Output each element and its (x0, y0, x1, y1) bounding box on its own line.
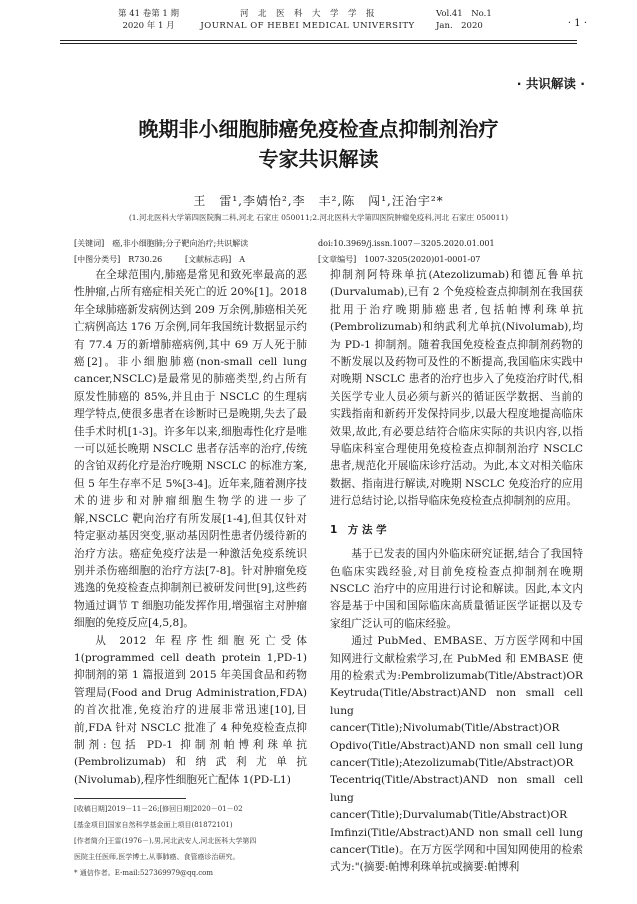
journal-name-en: JOURNAL OF HEBEI MEDICAL UNIVERSITY (200, 21, 415, 31)
affiliation: (1.河北医科大学第四医院胸二科,河北 石家庄 050011;2.河北医科大学第四医院肿瘤免疫科,河北 石家庄 050011) (128, 213, 509, 222)
header-volume (118, 8, 179, 32)
footnote-rule (74, 798, 186, 799)
author-list: 王 雷¹,李婧怡²,李 丰²,陈 闯¹,汪治宇²* (193, 194, 444, 208)
footnote: [作者简介]王雷(1976－),男,河北武安人,河北医科大学第四 (74, 837, 257, 845)
body-column-left (74, 267, 307, 789)
article-title (40, 114, 597, 174)
document-code: [文献标志码] A (185, 255, 246, 264)
paragraph: 抑制剂阿特珠单抗(Atezolizumab)和德瓦鲁单抗(Durvalumab),已有 2 个免疫检查点抑制剂在我国获批用于治疗晚期肺癌患者,包括帕博利珠单抗(Pembrolizumab)和纳武利尤单抗(Nivolumab),均为 PD-1 抑制剂。随着我国免疫检查点抑制剂药物的不断发展以及药物可及性的不断提高,我国临床实践中对晚期 NSCLC 患者的治疗也步入了免疫治疗时代,相关医学专业人员必须与新兴的循证医学数据、当前的实践指南和新药开发保持同步,以最大程度地提高临床效果,故此,有必要总结符合临床实际的共识内容,以指导临床科室合理使用免疫检查点抑制剂治疗 NSCLC 患者,规范化开展临床诊疗活动。为此,本文对相关临床数据、指南进行解读,对晚期 NSCLC 免疫治疗的应用进行总结讨论,以指导临床免疫检查点抑制剂的应用。 (330, 269, 583, 508)
footnote: [收稿日期]2019－11－26;[修回日期]2020－01－02 (74, 805, 243, 813)
paragraph: 基于已发表的国内外临床研究证据,结合了我国特色临床实践经验,对目前免疫检查点抑制剂在晚期 NSCLC 治疗中的应用进行讨论和解读。因此,本文内容是基于中国和国际临床高质量循证医学证据以及专家组广泛认可的临床经验。 (330, 548, 583, 630)
header-issue (436, 8, 492, 32)
paragraph: 从 2012 年程序性细胞死亡受体 1(programmed cell death protein 1,PD-1)抑制剂的第 1 篇报道到 2015 年美国食品和药物管理局(Food and Drug Administration,FDA)的首次批准,免疫治疗的进展非常迅速[10],目前,FDA 针对 NSCLC 批准了 4 种免疫检查点抑制剂:包括 PD-1 抑制剂帕博利珠单抗(Pembrolizumab)和纳武利尤单抗(Nivolumab),程序性细胞死亡配体 1(PD-L1) (74, 634, 307, 786)
title-line-2: 专家共识解读 (258, 147, 379, 171)
journal-name-cn: 河 北 医 科 大 学 学 报 (239, 9, 375, 19)
title-line-1: 晚期非小细胞肺癌免疫检查点抑制剂治疗 (138, 117, 499, 141)
section-heading: 1 方 法 学 (330, 523, 387, 536)
paragraph: 通过 PubMed、EMBASE、万方医学网和中国知网进行文献检索学习,在 PubMed 和 EMBASE 使用的检索式为:Pembrolizumab(Title/Abstract)OR Keytruda(Title/Abstract)AND non small cell lung cancer(Title);Nivolumab(Title/Abstract)OR Opdivo(Title/Abstract)AND non small cell lung cancer(Title);Atezolizumab(Title/Abstract)OR Tecentriq(Title/Abstract)AND non small cell lung cancer(Title);Durvalumab(Title/Abstract)OR Imfinzi(Title/Abstract)AND non small cell lung cancer(Title)。在万方医学网和中国知网使用的检索式为:"(摘要:帕博利珠单抗或摘要:帕博利 (330, 635, 583, 874)
header-rule-thin (60, 43, 577, 44)
footnote: [基金项目]国家自然科学基金面上项目(81872101) (74, 821, 233, 829)
header-journal (190, 8, 425, 32)
header-date-cn: 2020 年 1 月 (122, 21, 175, 31)
body-column-right (330, 267, 583, 877)
article-number: [文章编号] 1007-3205(2020)01-0001-07 (318, 255, 481, 264)
header-rule-thick (60, 40, 577, 41)
doi: doi:10.3969/j.issn.1007－3205.2020.01.001 (318, 239, 495, 248)
paragraph: 在全球范围内,肺癌是常见和致死率最高的恶性肿瘤,占所有癌症相关死亡的近 20%[1]。2018 年全球肺癌新发病例达到 209 万余例,肺癌相关死亡病例高达 176 万余例,同年我国统计数据显示约有 77.4 万的新增肺癌病例,其中 69 万人死于肺癌[2]。非小细胞肺癌(non-small cell lung cancer,NSCLC)是最常见的肺癌类型,约占所有原发性肺癌的 85%,并且由于 NSCLC 的生理病理学特点,使很多患者在诊断时已是晚期,失去了最佳手术时机[1-3]。许多年以来,细胞毒性化疗是唯一可以延长晚期 NSCLC 患者存活率的治疗,传统的含铂双药化疗是治疗晚期 NSCLC 的标准方案,但 5 年生存率不足 5%[3-4]。近年来,随着测序技术的进步和对肿瘤细胞生物学的进一步了解,NSCLC 靶向治疗有所发展[1-4],但其仅针对特定驱动基因突变,驱动基因阴性患者仍缓待新的治疗方法。癌症免疫疗法是一种激活免疫系统识别并杀伤癌细胞的治疗方法[7-8]。针对肿瘤免疫逃逸的免疫检查点抑制剂已被研发问世[9],这些药物通过调节 T 细胞功能发挥作用,增强宿主对肿瘤细胞的免疫反应[4,5,8]。 (74, 269, 307, 630)
header-volume-cn: 第 41 卷第 1 期 (118, 9, 180, 19)
header-date-en: Jan. 2020 (436, 21, 483, 31)
clc-number: [中图分类号] R730.26 (74, 255, 163, 264)
footnote: * 通信作者。E-mail:527369979@qq.com (74, 869, 214, 877)
column-tag: · 共识解读 · (516, 76, 585, 91)
keywords: [关键词] 癌,非小细胞肺;分子靶向治疗;共识解读 (74, 239, 249, 248)
footnote: 医院主任医师,医学博士,从事肺癌、食管癌诊治研究。 (74, 853, 240, 861)
header-volume-en: Vol.41 No.1 (436, 9, 492, 19)
page-number: · 1 · (567, 18, 587, 29)
footnotes (74, 801, 307, 881)
